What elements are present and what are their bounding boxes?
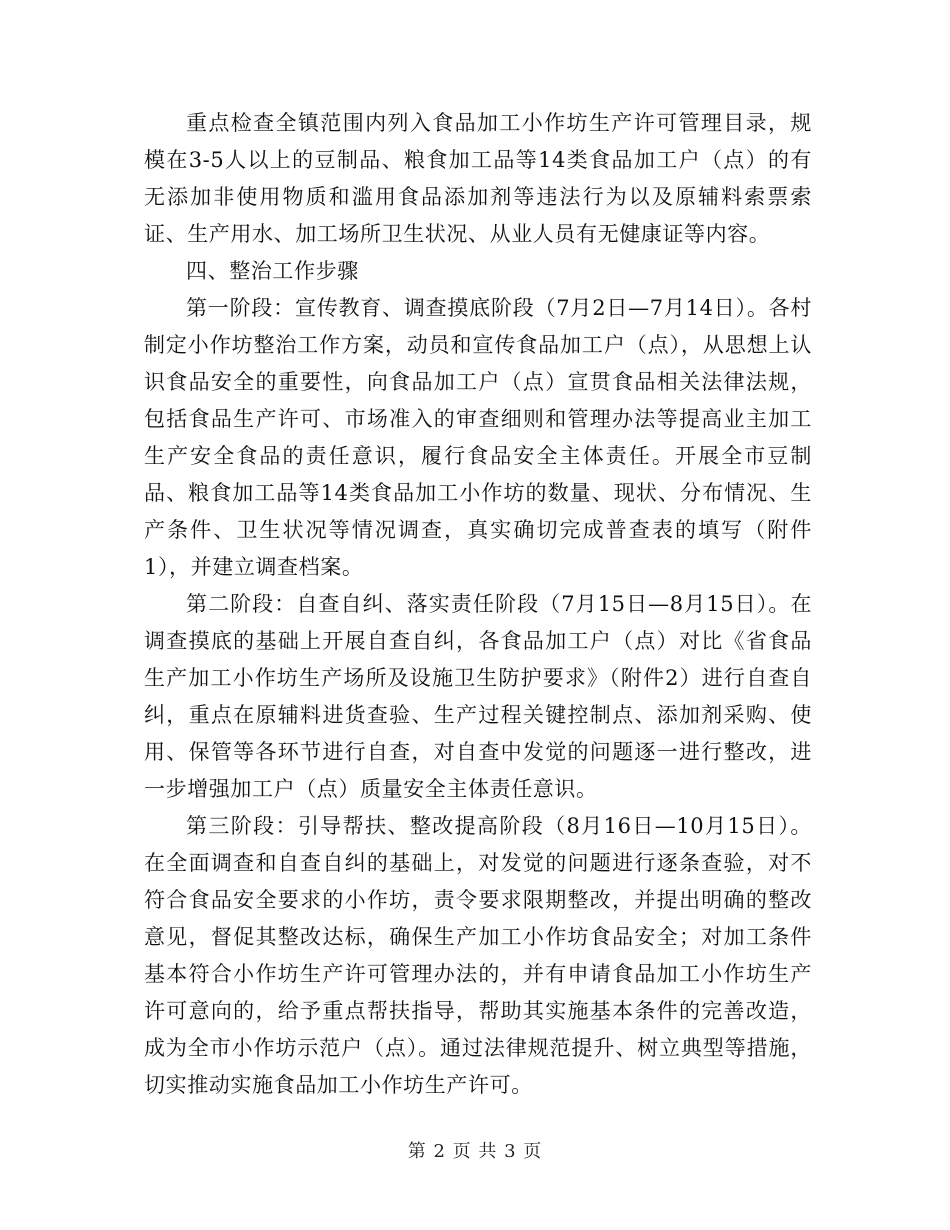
section-heading-steps: 四、整治工作步骤 bbox=[186, 259, 359, 283]
paragraph-phase-two: 第二阶段：自查自纠、落实责任阶段（7月15日—8月15日）。在调查摸底的基础上开展自查自纠，各食品加工户（点）对比《省食品生产加工小作坊生产场所及设施卫生防护要求》（附件2）进行自查自纠，重点在原辅料进货查验、生产过程关键控制点、添加剂采购、使用、保管等各环节进行自查，对自查中发觉的问题逐一进行整改，进一步增强加工户（点）质量安全主体责任意识。 bbox=[144, 592, 812, 801]
paragraph-phase-one: 第一阶段：宣传教育、调查摸底阶段（7月2日—7月14日）。各村制定小作坊整治工作方案，动员和宣传食品加工户（点），从思想上认识食品安全的重要性，向食品加工户（点）宣贯食品相关法律法规，包括食品生产许可、市场准入的审查细则和管理办法等提高业主加工生产安全食品的责任意识，履行食品安全主体责任。开展全市豆制品、粮食加工品等14类食品加工小作坊的数量、现状、分布情况、生产条件、卫生状况等情况调查，真实确切完成普查表的填写（附件1），并建立调查档案。 bbox=[144, 296, 812, 579]
document-body bbox=[144, 105, 812, 1104]
page-number-footer: 第 2 页 共 3 页 bbox=[407, 1141, 543, 1162]
paragraph-inspection-scope: 重点检查全镇范围内列入食品加工小作坊生产许可管理目录，规模在3-5人以上的豆制品、粮食加工品等14类食品加工户（点）的有无添加非使用物质和滥用食品添加剂等违法行为以及原辅料索票索证、生产用水、加工场所卫生状况、从业人员有无健康证等内容。 bbox=[144, 111, 812, 246]
paragraph-phase-three: 第三阶段：引导帮扶、整改提高阶段（8月16日—10月15日）。在全面调查和自查自纠的基础上，对发觉的问题进行逐条查验，对不符合食品安全要求的小作坊，责令要求限期整改，并提出明确的整改意见，督促其整改达标，确保生产加工小作坊食品安全；对加工条件基本符合小作坊生产许可管理办法的，并有申请食品加工小作坊生产许可意向的，给予重点帮扶指导，帮助其实施基本条件的完善改造，成为全市小作坊示范户（点）。通过法律规范提升、树立典型等措施，切实推动实施食品加工小作坊生产许可。 bbox=[144, 814, 812, 1097]
